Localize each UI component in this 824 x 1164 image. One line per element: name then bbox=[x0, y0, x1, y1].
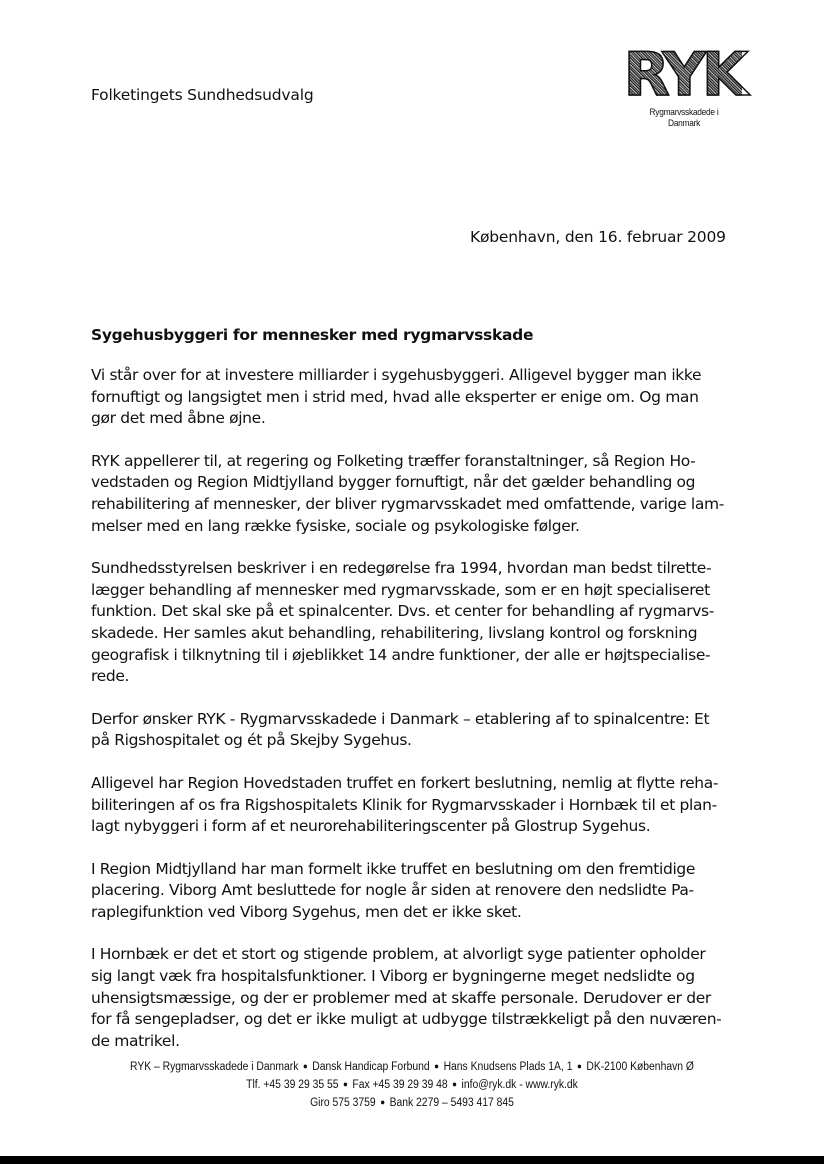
text-line: uhensigtsmæssige, og der er problemer med at skaffe personale. Derudover er der bbox=[91, 988, 711, 1007]
paragraph-6 bbox=[91, 859, 731, 924]
text-line: Vi står over for at investere milliarder i sygehusbyggeri. Alligevel bygger man ikke bbox=[91, 366, 702, 384]
text-line: raplegifunktion ved Viborg Sygehus, men det er ikke sket. bbox=[91, 902, 522, 921]
text-line: de matrikel. bbox=[91, 1031, 180, 1050]
text-line: Alligevel har Region Hovedstaden truffet en forkert beslutning, nemlig at flytte reha- bbox=[91, 773, 719, 792]
bullet-icon: ● bbox=[342, 1079, 348, 1089]
footer-line-3 bbox=[41, 1094, 783, 1112]
letter-body bbox=[91, 365, 731, 1073]
footer-fax: Fax +45 39 29 39 48 bbox=[352, 1079, 448, 1091]
text-line: Sundhedsstyrelsen beskriver i en redegørelse fra 1994, hvordan man bedst tilrette- bbox=[91, 559, 712, 578]
recipient: Folketingets Sundhedsudvalg bbox=[91, 86, 314, 104]
text-line: skadede. Her samles akut behandling, rehabilitering, livslang kontrol og forskning bbox=[91, 623, 698, 642]
text-line: vedstaden og Region Midtjylland bygger fornuftigt, når det gælder behandling og bbox=[91, 473, 696, 492]
footer-line-2 bbox=[41, 1076, 783, 1094]
footer-org-name: RYK – Rygmarvsskadede i Danmark bbox=[130, 1061, 299, 1073]
paragraph-1 bbox=[91, 365, 731, 430]
text-line: for få sengepladser, og det er ikke muligt at udbygge tilstrækkeligt på den nuværen- bbox=[91, 1010, 722, 1029]
text-line: rehabilitering af mennesker, der bliver rygmarvsskadet med omfattende, varige lam- bbox=[91, 494, 725, 513]
scan-edge-bar bbox=[0, 1156, 824, 1164]
text-line: geografisk i tilknytning til i øjeblikket 14 andre funktioner, der alle er højtspecialise- bbox=[91, 645, 711, 664]
bullet-icon: ● bbox=[452, 1079, 458, 1089]
bullet-icon: ● bbox=[434, 1061, 440, 1071]
footer-address: Hans Knudsens Plads 1A, 1 bbox=[443, 1061, 573, 1073]
text-line: rede. bbox=[91, 667, 130, 686]
letter-title: Sygehusbyggeri for mennesker med rygmarvsskade bbox=[91, 326, 534, 344]
text-line: på Rigshospitalet og ét på Skejby Sygehus. bbox=[91, 731, 412, 750]
letterhead-footer bbox=[0, 1058, 824, 1112]
paragraph-3 bbox=[91, 558, 731, 688]
text-line: placering. Viborg Amt besluttede for nogle år siden at renovere den nedslidte Pa- bbox=[91, 881, 694, 900]
text-line: gør det med åbne øjne. bbox=[91, 409, 266, 428]
footer-bank: Bank 2279 – 5493 417 845 bbox=[389, 1097, 514, 1109]
footer-phone: Tlf. +45 39 29 35 55 bbox=[246, 1079, 339, 1091]
text-line: I Hornbæk er det et stort og stigende problem, at alvorligt syge patienter opholder bbox=[91, 945, 706, 964]
logo-letters: RYK bbox=[623, 40, 745, 110]
bullet-icon: ● bbox=[576, 1061, 582, 1071]
text-line: fornuftigt og langsigtet men i strid med, hvad alle eksperter er enige om. Og man bbox=[91, 387, 699, 406]
footer-line-1 bbox=[41, 1058, 783, 1076]
text-line: Derfor ønsker RYK - Rygmarvsskadede i Danmark – etablering af to spinalcentre: Et bbox=[91, 709, 710, 728]
footer-contact: info@ryk.dk - www.ryk.dk bbox=[461, 1079, 578, 1091]
paragraph-5 bbox=[91, 773, 731, 838]
text-line: lagt nybyggeri i form af et neurorehabiliteringscenter på Glostrup Sygehus. bbox=[91, 817, 651, 836]
footer-giro: Giro 575 3759 bbox=[310, 1097, 376, 1109]
text-line: RYK appellerer til, at regering og Folketing træffer foranstaltninger, så Region Ho- bbox=[91, 451, 696, 470]
letter-date: København, den 16. februar 2009 bbox=[470, 228, 726, 246]
footer-postcode: DK-2100 København Ø bbox=[586, 1061, 694, 1073]
text-line: melser med en lang række fysiske, sociale og psykologiske følger. bbox=[91, 516, 580, 535]
paragraph-2 bbox=[91, 451, 731, 537]
paragraph-4 bbox=[91, 709, 731, 752]
text-line: I Region Midtjylland har man formelt ikke truffet en beslutning om den fremtidige bbox=[91, 859, 696, 878]
footer-affiliation: Dansk Handicap Forbund bbox=[312, 1061, 430, 1073]
ryk-logo bbox=[623, 40, 745, 129]
text-line: funktion. Det skal ske på et spinalcenter. Dvs. et center for behandling af rygmarvs- bbox=[91, 602, 715, 621]
logo-subtitle: Rygmarvsskadede i Danmark bbox=[649, 107, 719, 129]
paragraph-7 bbox=[91, 944, 731, 1052]
text-line: lægger behandling af mennesker med rygmarvsskade, som er en højt specialiseret bbox=[91, 580, 710, 599]
bullet-icon: ● bbox=[380, 1097, 386, 1107]
bullet-icon: ● bbox=[302, 1061, 308, 1071]
text-line: sig langt væk fra hospitalsfunktioner. I Viborg er bygningerne meget nedslidte og bbox=[91, 967, 695, 986]
text-line: biliteringen af os fra Rigshospitalets Klinik for Rygmarvsskader i Hornbæk til et plan- bbox=[91, 795, 717, 814]
